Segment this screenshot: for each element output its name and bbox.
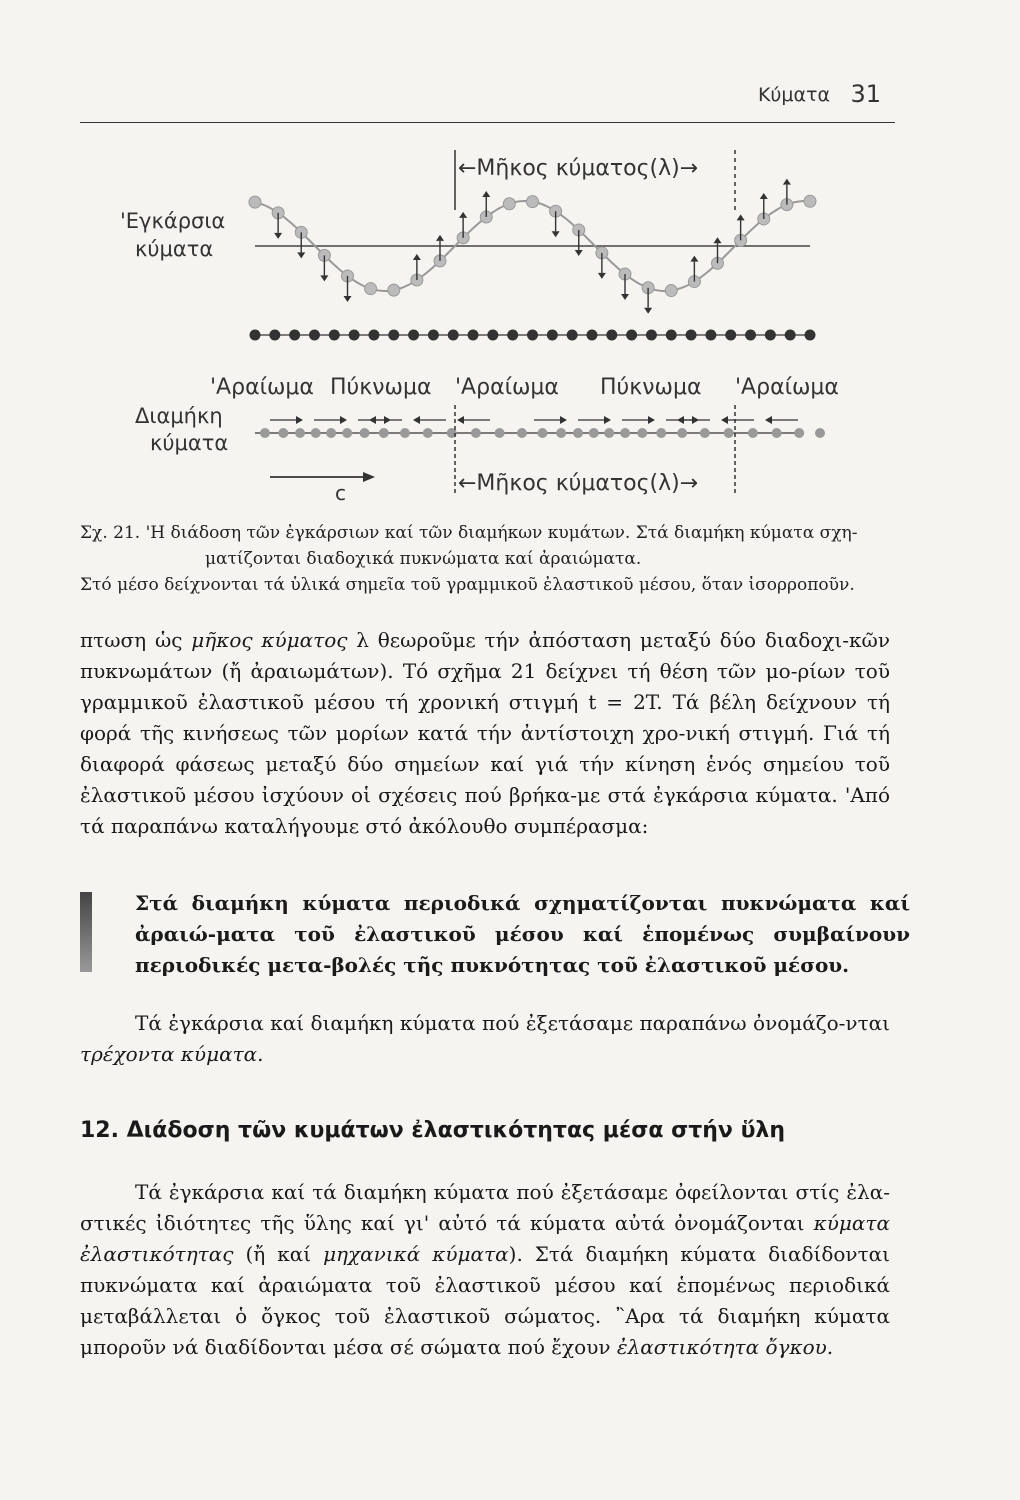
equilibrium-particle bbox=[666, 330, 677, 341]
transverse-particle bbox=[527, 196, 539, 208]
longitudinal-arrow-tip bbox=[413, 416, 420, 424]
transverse-label-line2: κύματα bbox=[135, 237, 214, 261]
longitudinal-particle bbox=[379, 428, 389, 438]
equilibrium-particle bbox=[408, 330, 419, 341]
longitudinal-particle bbox=[423, 428, 433, 438]
equilibrium-particle bbox=[745, 330, 756, 341]
equilibrium-particle bbox=[567, 330, 578, 341]
longitudinal-arrow-tip bbox=[604, 416, 611, 424]
velocity-arrow-tip bbox=[621, 294, 629, 300]
equilibrium-particle bbox=[686, 330, 697, 341]
transverse-particle bbox=[365, 283, 377, 295]
equilibrium-particle bbox=[725, 330, 736, 341]
transverse-label-line1: 'Εγκάρσια bbox=[120, 209, 226, 233]
velocity-arrow-tip bbox=[320, 275, 328, 281]
equilibrium-particle bbox=[527, 330, 538, 341]
longitudinal-particle bbox=[495, 428, 505, 438]
transverse-particle bbox=[249, 196, 261, 208]
equilibrium-particle bbox=[349, 330, 360, 341]
longitudinal-particle bbox=[311, 428, 321, 438]
longitudinal-particle bbox=[573, 428, 583, 438]
equilibrium-particle bbox=[428, 330, 439, 341]
longitudinal-particle bbox=[677, 428, 687, 438]
velocity-arrow-tip bbox=[690, 256, 698, 262]
longitudinal-particle bbox=[326, 428, 336, 438]
equilibrium-particle bbox=[329, 330, 340, 341]
equilibrium-particle bbox=[646, 330, 657, 341]
longitudinal-label-line2: κύματα bbox=[150, 431, 229, 455]
longitudinal-arrow-tip bbox=[677, 416, 684, 424]
longitudinal-particle bbox=[794, 428, 804, 438]
paragraph-3-text-a: Τά ἐγκάρσια καί τά διαμήκη κύματα πού ἐξετάσαμε ὀφείλονται στίς ἐλα-στικές ἰδιότητες τῆς ὕλης καί γι' αὐτό τά κύματα αὐτά ὀνομάζονται bbox=[80, 1180, 890, 1235]
equilibrium-particle bbox=[468, 330, 479, 341]
equilibrium-particle bbox=[547, 330, 558, 341]
velocity-arrow-tip bbox=[644, 308, 652, 314]
velocity-arrow-tip bbox=[436, 235, 444, 241]
longitudinal-arrow-tip bbox=[721, 416, 728, 424]
longitudinal-particle bbox=[815, 428, 825, 438]
equilibrium-particle bbox=[388, 330, 399, 341]
equilibrium-particle bbox=[507, 330, 518, 341]
velocity-arrow-tip bbox=[274, 233, 282, 239]
wavelength-top-label: ←Μῆκος κύματος(λ)→ bbox=[458, 156, 699, 181]
equilibrium-particles bbox=[250, 330, 816, 341]
longitudinal-particle bbox=[471, 428, 481, 438]
equilibrium-particle bbox=[805, 330, 816, 341]
longitudinal-arrow-tip bbox=[457, 416, 464, 424]
velocity-arrow-tip bbox=[413, 254, 421, 260]
longitudinal-particle bbox=[260, 428, 270, 438]
equilibrium-particle bbox=[606, 330, 617, 341]
velocity-label: c bbox=[335, 481, 346, 505]
wavelength-bottom-label: ←Μῆκος κύματος(λ)→ bbox=[458, 471, 699, 496]
paragraph-1-text: πτωση ὡς bbox=[80, 628, 192, 652]
term-volume-elasticity: ἐλαστικότητα ὄγκου. bbox=[616, 1335, 834, 1359]
term-elasticity-waves: κύματα ἐλαστικότητας bbox=[80, 1211, 890, 1266]
longitudinal-particle bbox=[772, 428, 782, 438]
longitudinal-particle bbox=[589, 428, 599, 438]
longitudinal-particle bbox=[278, 428, 288, 438]
equilibrium-particle bbox=[448, 330, 459, 341]
longitudinal-label-line1: Διαμήκη bbox=[135, 404, 223, 428]
equilibrium-particle bbox=[289, 330, 300, 341]
longitudinal-particle bbox=[517, 428, 527, 438]
longitudinal-particle bbox=[537, 428, 547, 438]
longitudinal-particle bbox=[700, 428, 710, 438]
equilibrium-particle bbox=[368, 330, 379, 341]
zone-label-5: 'Αραίωμα bbox=[735, 375, 839, 400]
running-title: Κύματα bbox=[757, 84, 830, 106]
velocity-arrow-tip bbox=[598, 273, 606, 279]
paragraph-3-text-c: ). Στά διαμήκη κύματα διαδίδονται πυκνώματα καί ἀραιώματα τοῦ ἐλαστικοῦ μέσου καί ἑπομένως περιοδικά μεταβάλλεται ὁ ὄγκος τοῦ ἐλαστικοῦ σώματος. ῍Αρα τά διαμήκη κύματα μποροῦν νά διαδίδονται μέσα σέ σώματα πού ἔχουν bbox=[80, 1242, 890, 1359]
zone-label-1: 'Αραίωμα bbox=[210, 375, 314, 400]
equilibrium-particle bbox=[250, 330, 261, 341]
longitudinal-particle bbox=[295, 428, 305, 438]
caption-line-2: ματίζονται διαδοχικά πυκνώματα καί ἀραιώματα. bbox=[205, 549, 642, 569]
velocity-arrow-head bbox=[363, 472, 375, 482]
equilibrium-particle bbox=[785, 330, 796, 341]
longitudinal-arrow-tip bbox=[296, 416, 303, 424]
zone-label-4: Πύκνωμα bbox=[600, 375, 702, 400]
velocity-arrow-tip bbox=[459, 212, 467, 218]
longitudinal-particle bbox=[556, 428, 566, 438]
paragraph-1-text-rest: λ θεωροῦμε τήν ἀπόσταση μεταξύ δύο διαδοχι-κῶν πυκνωμάτων (ἤ ἀραιωμάτων). Τό σχῆμα 21 δείχνει τή θέση τῶν μο-ρίων τοῦ γραμμικοῦ ἐλαστικοῦ μέσου τή χρονική στιγμή t = 2T. Τά βέλη δείχνουν τή φορά τῆς κινήσεως τῶν μορίων κατά τήν ἀντίστοιχη χρο-νική στιγμή. Γιά τή διαφορά φάσεως μεταξύ δύο σημείων καί γιά τήν κίνηση ἑνός σημείου τοῦ ἐλαστικοῦ μέσου ἰσχύουν οἱ σχέσεις πού βρήκα-με στά ἐγκάρσια κύματα. 'Από τά παραπάνω καταλήγουμε στό ἀκόλουθο συμπέρασμα: bbox=[80, 628, 890, 838]
longitudinal-particle bbox=[620, 428, 630, 438]
longitudinal-arrow-tip bbox=[340, 416, 347, 424]
section-title: 12. Διάδοση τῶν κυμάτων ἐλαστικότητας μέσα στήν ὕλη bbox=[80, 1118, 786, 1143]
velocity-arrow-tip bbox=[575, 250, 583, 256]
longitudinal-arrow-tip bbox=[560, 416, 567, 424]
paragraph-3 bbox=[80, 1177, 890, 1363]
longitudinal-particle bbox=[656, 428, 666, 438]
longitudinal-arrow-tip bbox=[369, 416, 376, 424]
highlight-box bbox=[80, 888, 910, 981]
caption-line-3: Στό μέσο δείχνονται τά ὑλικά σημεῖα τοῦ γραμμικοῦ ἐλαστικοῦ μέσου, ὅταν ἰσορροποῦν. bbox=[80, 575, 855, 595]
wave-figure bbox=[80, 130, 870, 510]
term-travelling-waves: τρέχοντα κύματα. bbox=[80, 1042, 264, 1066]
highlight-bar bbox=[80, 892, 92, 972]
transverse-particle bbox=[503, 198, 515, 210]
equilibrium-particle bbox=[487, 330, 498, 341]
velocity-arrow-tip bbox=[482, 191, 490, 197]
longitudinal-particle bbox=[360, 428, 370, 438]
transverse-particle bbox=[388, 284, 400, 296]
equilibrium-particle bbox=[626, 330, 637, 341]
paragraph-2 bbox=[80, 1008, 890, 1070]
equilibrium-particle bbox=[765, 330, 776, 341]
velocity-arrow-tip bbox=[344, 296, 352, 302]
equilibrium-particle bbox=[309, 330, 320, 341]
zone-label-3: 'Αραίωμα bbox=[455, 375, 559, 400]
equilibrium-particle bbox=[705, 330, 716, 341]
term-wavelength: μῆκος κύματος bbox=[191, 628, 348, 652]
longitudinal-particle bbox=[637, 428, 647, 438]
longitudinal-particle bbox=[342, 428, 352, 438]
highlight-text: Στά διαμήκη κύματα περιοδικά σχηματίζονται πυκνώματα καί ἀραιώ-ματα τοῦ ἐλαστικοῦ μέσου καί ἑπομένως συμβαίνουν περιοδικές μετα-βολές τῆς πυκνότητας τοῦ ἐλαστικοῦ μέσου. bbox=[135, 891, 910, 977]
equilibrium-particle bbox=[586, 330, 597, 341]
longitudinal-velocity-arrows bbox=[270, 416, 798, 424]
term-mechanical-waves: μηχανικά κύματα bbox=[323, 1242, 509, 1266]
velocity-arrow-tip bbox=[737, 214, 745, 220]
figure-caption bbox=[80, 520, 900, 598]
page-number: 31 bbox=[850, 80, 881, 108]
paragraph-3-text-b: (ἤ καί bbox=[233, 1242, 324, 1266]
paragraph-1 bbox=[80, 625, 890, 842]
transverse-particle bbox=[804, 195, 816, 207]
longitudinal-particle bbox=[724, 428, 734, 438]
caption-line-1: Σχ. 21. 'Η διάδοση τῶν ἐγκάρσιων καί τῶν διαμήκων κυμάτων. Στά διαμήκη κύματα σχη- bbox=[80, 523, 858, 543]
velocity-arrow-tip bbox=[714, 237, 722, 243]
page-header bbox=[80, 70, 895, 123]
velocity-arrow-tip bbox=[760, 193, 768, 199]
velocity-arrow-tip bbox=[297, 252, 305, 258]
equilibrium-particle bbox=[269, 330, 280, 341]
velocity-arrow-tip bbox=[552, 231, 560, 237]
longitudinal-particle bbox=[604, 428, 614, 438]
velocity-arrow-tip bbox=[783, 179, 791, 185]
longitudinal-arrow-tip bbox=[648, 416, 655, 424]
longitudinal-particle bbox=[748, 428, 758, 438]
transverse-particle bbox=[665, 285, 677, 297]
longitudinal-particle bbox=[400, 428, 410, 438]
paragraph-2-text: Τά ἐγκάρσια καί διαμήκη κύματα πού ἐξετάσαμε παραπάνω ὀνομάζο-νται bbox=[135, 1011, 890, 1035]
longitudinal-arrow-tip bbox=[765, 416, 772, 424]
zone-label-2: Πύκνωμα bbox=[330, 375, 432, 400]
